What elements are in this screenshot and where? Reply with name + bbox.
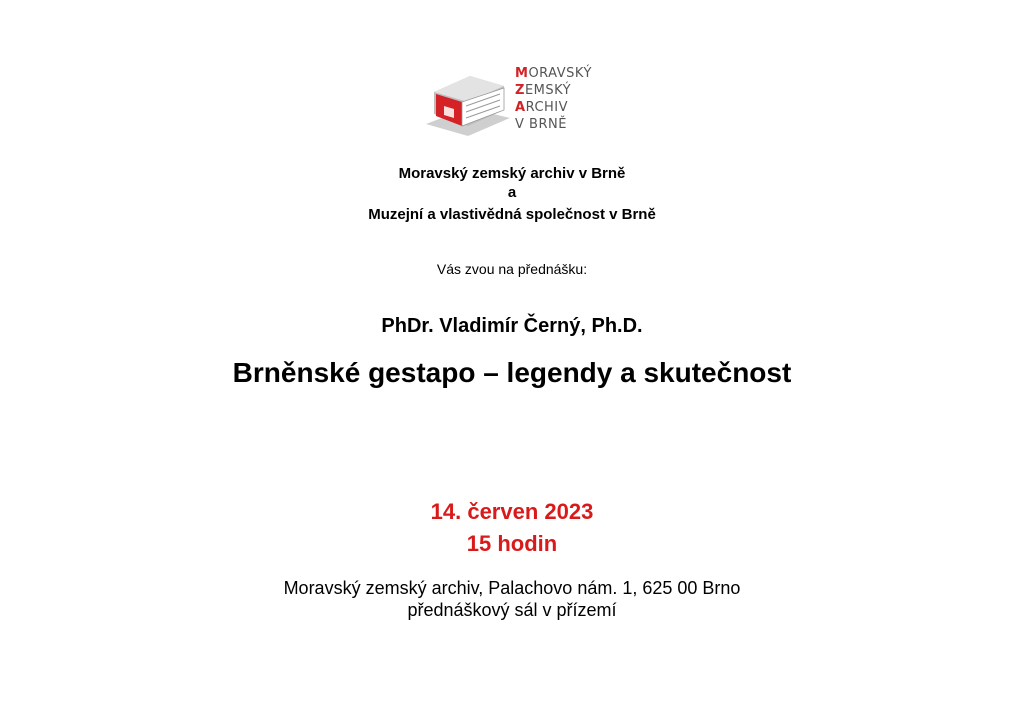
venue-address: Moravský zemský archiv, Palachovo nám. 1, 625 00 Brno — [283, 578, 741, 598]
organizer-conjunction: a — [507, 184, 517, 201]
logo-line-4: V BRNĚ — [515, 117, 567, 132]
archive-logo-wordmark — [515, 65, 592, 133]
logo-line-1: MORAVSKÝ — [515, 66, 592, 81]
archive-logo — [422, 62, 622, 142]
archive-building-logo-icon — [422, 66, 512, 138]
venue-room: přednáškový sál v přízemí — [407, 600, 617, 620]
lecture-title: Brněnské gestapo – legendy a skutečnost — [232, 357, 792, 388]
event-time: 15 hodin — [466, 531, 558, 556]
invitation-text: Vás zvou na přednášku: — [436, 261, 588, 277]
organizer-secondary: Muzejní a vlastivědná společnost v Brně — [368, 206, 656, 223]
logo-line-2: ZEMSKÝ — [515, 83, 572, 98]
logo-line-3: ARCHIV — [515, 100, 569, 115]
speaker-name: PhDr. Vladimír Černý, Ph.D. — [381, 315, 643, 337]
organizer-primary: Moravský zemský archiv v Brně — [398, 165, 626, 182]
event-date: 14. červen 2023 — [430, 499, 594, 524]
